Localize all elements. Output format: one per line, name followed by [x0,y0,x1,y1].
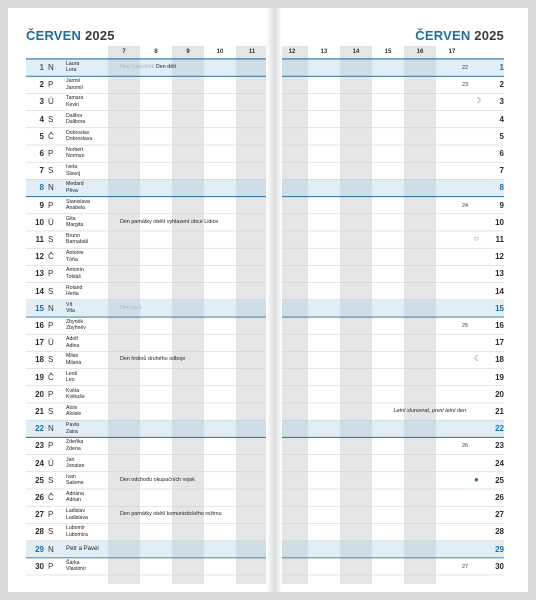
day-number: 22 [35,424,44,434]
day-number-right: 27 [495,510,504,520]
left-column-number: 9 [186,49,190,55]
day-number: 19 [35,372,44,382]
name-day: Zdena [66,445,81,452]
day-number-right: 21 [495,407,504,416]
day-number: 20 [35,389,44,399]
right-column-number: 15 [384,49,392,55]
name-day: Tóňa [66,256,78,263]
day-event [120,305,142,312]
day-number-right: 13 [495,269,504,279]
name-day: Ivan [66,473,76,480]
weekday-letter: Č [48,372,54,382]
name-day: Antonín [66,267,84,274]
name-day: Petr a Pavel [66,545,99,552]
name-day: Pěva [66,187,78,194]
name-day: Milan [66,353,79,360]
name-day: Vita [66,308,75,315]
name-day: Salome [66,480,84,487]
day-number-right: 1 [499,63,504,72]
day-number-right: 10 [495,217,504,227]
name-day: Herta [66,291,79,297]
name-day: Roland [66,284,83,291]
name-day: Kevin [66,101,79,108]
weekday-letter: S [48,475,54,485]
name-day: Ladislav [66,508,86,515]
faint-event: Nov. Lahodník [120,64,156,70]
moon-phase-icon: ● [474,474,479,484]
weekday-letter: Ú [48,338,54,348]
name-day: Adina [66,342,80,349]
name-day: Lubomíra [66,531,88,538]
name-day: Jaromil [66,84,83,91]
weekday-letter: P [48,321,54,330]
left-column-number: 10 [216,49,224,55]
day-number: 9 [39,200,44,210]
name-day: Vít [66,301,73,308]
moon-phase-icon: ☽ [474,96,482,106]
week-number: 25 [462,323,468,329]
name-days [66,164,118,177]
day-number: 28 [35,527,44,537]
day-event-right: Letní slunovrat, první letní den [393,408,466,414]
week-number: 26 [462,443,468,450]
weekday-letter: P [48,269,54,279]
name-day: Alois [66,405,78,411]
day-number: 15 [35,303,44,313]
name-day: Anabela [66,205,86,211]
name-days [66,285,118,298]
day-number: 7 [39,166,44,176]
name-days [66,336,118,349]
day-number: 30 [35,561,44,571]
name-day: Slavoj [66,170,81,177]
name-day: Milana [66,359,82,366]
name-day: Norbert [66,147,84,153]
weekday-letter: P [48,389,54,399]
name-day: Stanislava [66,198,90,205]
right-column-number: 13 [320,49,328,55]
weekday-letter: Ú [48,217,54,227]
event-text: Den odchodu okupačních vojsk [120,476,195,483]
faint-event: Den otců [120,304,142,311]
name-day: Margita [66,222,84,229]
day-number-right: 6 [499,149,504,158]
name-day: Leo [66,377,75,383]
weekday-letter: P [48,561,54,571]
name-day: Norman [66,153,85,160]
day-number-right: 26 [495,493,504,502]
day-number-right: 12 [495,252,504,262]
weekday-letter: S [48,235,54,244]
day-event [120,219,218,226]
event-text: Den hrdinů druhého odboje [120,356,186,363]
name-days [66,147,118,160]
name-days [66,319,118,332]
weekday-letter: P [48,80,54,90]
name-days [66,353,118,366]
day-event [120,477,195,484]
weekday-letter: P [48,200,54,210]
name-day: Gita [66,215,76,222]
name-day: Medard [66,181,84,188]
day-number-right: 20 [495,389,504,399]
name-day: Dalibor [66,112,83,119]
name-day: Zbyhněv [66,325,86,332]
day-number-right: 7 [499,166,504,176]
name-days [66,560,118,573]
day-number-right: 14 [495,286,504,296]
weekday-letter: S [48,355,54,365]
name-days [66,61,118,74]
name-day: Tamara [66,95,84,102]
day-number-right: 11 [495,235,504,244]
day-number: 12 [35,252,44,262]
day-number: 10 [35,217,44,227]
weekday-letter: N [48,63,54,72]
name-day: Lora [66,67,77,74]
day-number: 4 [39,114,44,124]
day-number-right: 4 [499,114,504,124]
name-days [66,199,118,212]
weekday-letter: N [48,303,54,313]
name-day: Šárka [66,559,80,566]
name-days [66,491,118,504]
name-days [66,250,118,263]
name-days [66,508,118,521]
week-number: 27 [462,563,468,570]
name-days [66,130,118,143]
name-day: Jan [66,456,75,463]
day-number: 24 [35,458,44,468]
day-number: 5 [39,131,44,141]
day-number-right: 22 [495,424,504,434]
weekday-letter: Č [48,493,54,502]
day-number: 13 [35,269,44,279]
name-days [66,474,118,487]
name-day: Antonie [66,250,84,257]
event-text: Den památky obětí komunistického režimu [120,511,222,518]
name-days [66,422,118,435]
day-number-right: 30 [495,561,504,571]
left-column-number: 8 [154,49,158,55]
day-number: 2 [39,80,44,90]
day-number: 21 [35,407,44,416]
name-day: Bruno [66,233,80,239]
day-number: 25 [35,475,44,485]
day-number: 11 [35,235,44,244]
day-number-right: 5 [499,131,504,141]
day-number: 8 [39,183,44,193]
right-column-number: 12 [288,49,296,55]
name-day: Ladislava [66,514,88,521]
name-days [66,233,118,246]
weekday-letter: S [48,114,54,124]
left-column-number: 7 [122,49,126,55]
weekday-letter: Ú [48,97,54,107]
day-number-right: 29 [495,544,504,554]
name-day: Leoš [66,370,78,377]
day-number: 14 [35,286,44,296]
day-number-right: 17 [495,338,504,348]
right-column-number: 14 [352,49,360,55]
day-number-right: 25 [495,475,504,485]
name-days [66,216,118,229]
name-day: Barnabáš [66,239,89,246]
name-day: Dobroslava [66,136,93,143]
weekday-letter: N [48,183,54,193]
name-days [66,78,118,91]
week-number: 24 [462,202,468,209]
day-number: 26 [35,493,44,502]
day-number: 3 [39,97,44,107]
event-text: Den památky obětí vyhlazení obce Lidice [120,218,219,225]
right-column-number: 17 [448,49,456,55]
weekday-letter: S [48,286,54,296]
month-label: ČERVEN [26,28,82,43]
weekday-letter: N [48,424,54,434]
day-number: 29 [35,544,44,554]
name-day: Květa [66,387,80,394]
day-number-right: 15 [495,303,504,313]
name-day: Lubomír [66,525,86,532]
day-number-right: 16 [495,321,504,330]
day-number-right: 19 [495,372,504,382]
name-days [66,113,118,126]
weekday-letter: S [48,407,54,416]
name-day: Dalibora [66,119,86,125]
weekday-letter: S [48,527,54,537]
day-number-right: 9 [499,200,504,210]
month-label: ČERVEN [415,28,471,43]
name-day: Adrian [66,497,81,504]
week-number: 23 [462,82,468,89]
name-days [66,439,118,452]
name-days [66,546,118,552]
name-days [66,457,118,470]
day-number-right: 28 [495,527,504,537]
name-days [66,525,118,538]
name-day: Pavla [66,422,79,429]
day-number: 17 [35,338,44,348]
day-number: 16 [35,321,44,330]
day-number-right: 23 [495,441,504,451]
name-day: Zdeňka [66,439,84,446]
book-spine [266,8,282,592]
moon-phase-icon: ☾ [474,354,482,364]
day-event [120,356,185,363]
left-column-number: 11 [248,49,256,55]
day-number-right: 2 [499,80,504,90]
name-days [66,388,118,401]
name-day: Dobroslav [66,129,90,136]
name-days [66,267,118,280]
right-column-number: 16 [416,49,424,55]
name-day: Jonatan [66,463,85,469]
name-days [66,302,118,315]
week-number: 22 [462,65,468,71]
name-day: Vlastimír [66,566,87,573]
name-days [66,95,118,108]
year-label: 2025 [474,28,504,43]
weekday-letter: P [48,510,54,520]
day-number: 1 [39,63,44,72]
year-label: 2025 [84,28,115,43]
name-day: Laura [66,61,80,67]
name-day: Aloisie [66,411,82,418]
name-days [66,405,118,418]
day-number-right: 24 [495,458,504,468]
event-text: Den dětí [155,64,177,70]
weekday-letter: Č [48,252,54,262]
name-day: Zaira [66,428,78,435]
name-days [66,371,118,384]
weekday-letter: P [48,149,54,158]
weekday-letter: P [48,441,54,451]
day-number: 6 [39,149,44,158]
name-day: Jarmil [66,78,80,85]
day-event [120,511,222,518]
name-day: Iveta [66,164,78,171]
name-day: Květuše [66,394,85,401]
day-number: 18 [35,355,44,365]
name-day: Adolf [66,336,78,343]
weekday-letter: S [48,166,54,176]
day-number-right: 8 [499,183,504,193]
name-day: Adriána [66,491,84,497]
day-number-right: 3 [499,97,504,107]
name-days [66,181,118,194]
weekday-letter: N [48,544,54,554]
moon-phase-icon: ○ [474,234,479,243]
day-number: 23 [35,441,44,451]
day-number: 27 [35,510,44,520]
day-event [120,64,176,71]
weekday-letter: Č [48,131,54,141]
day-number-right: 18 [495,355,504,365]
weekday-letter: Ú [48,458,54,468]
planner-spread [8,8,528,592]
name-day: Zbyněk [66,319,84,325]
name-day: Tobiáš [66,273,81,280]
